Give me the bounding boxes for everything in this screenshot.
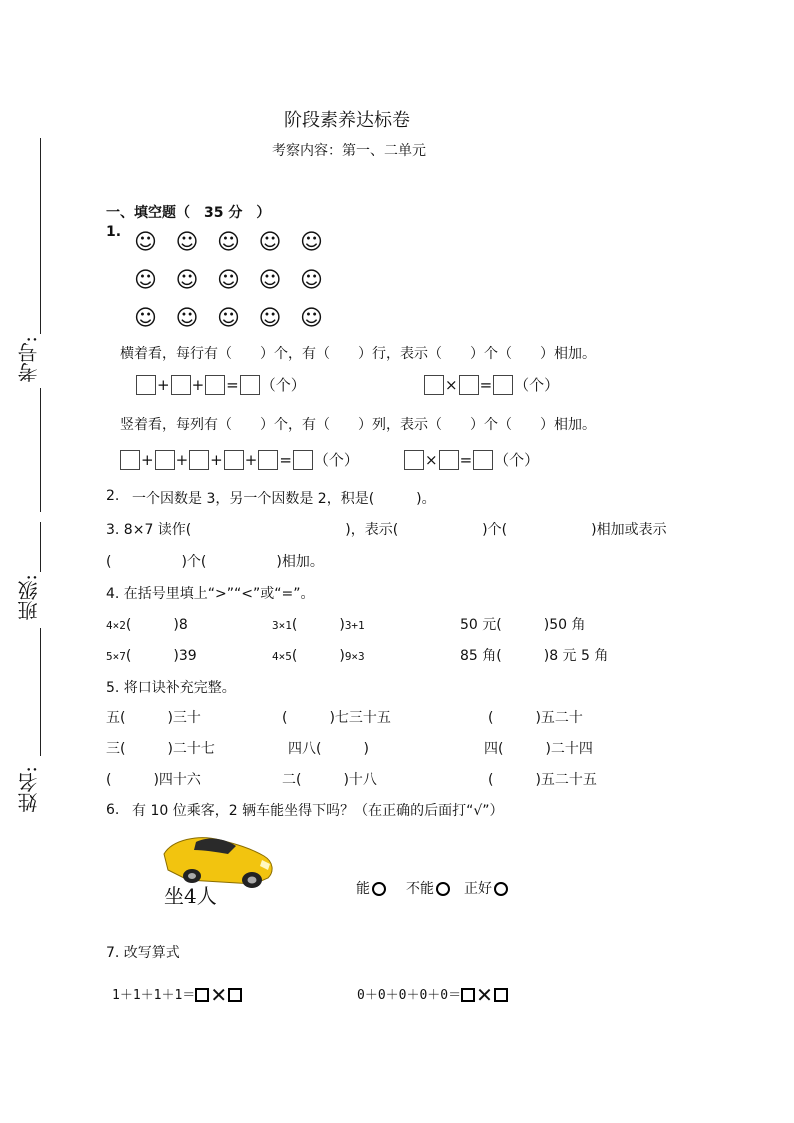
unit-label: （个） [260,376,306,394]
option-label: 能 [356,881,370,897]
q2-text: 一个因数是 3，另一个因数是 2，积是( )。 [132,491,436,507]
smiley-icon: ☺ [134,306,157,331]
q1-horizontal-text: 横着看，每行有（ ）个，有（ ）行，表示（ ）个（ ）相加。 [120,346,596,362]
q5-item: ( )五二十五 [488,772,597,788]
option-exactly[interactable] [464,878,508,898]
answer-box[interactable] [155,450,175,470]
q5-item: 二( )十八 [282,772,377,788]
option-label: 不能 [406,881,434,897]
q5-item: 四八( ) [288,741,369,757]
times-sign: ✕ [476,983,493,1007]
q3-line2: ( )个( )相加。 [106,554,324,570]
binding-line-2 [40,388,41,512]
plus-sign: + [210,450,223,469]
smiley-icon: ☺ [300,268,323,293]
answer-box[interactable] [404,450,424,470]
answer-circle[interactable] [494,882,508,896]
q1-horizontal-addition [136,374,307,395]
q1-vertical-addition [120,449,360,470]
answer-box[interactable] [120,450,140,470]
smiley-icon: ☺ [258,230,282,255]
q1-horizontal-multiplication [424,374,560,395]
times-sign: × [445,375,458,394]
times-sign: ✕ [210,983,228,1007]
expression-text: 0＋0＋0＋0＋0＝ [357,988,462,1003]
class-label: 班级: [17,574,41,621]
equals-sign: = [279,450,292,469]
answer-box[interactable] [240,375,260,395]
name-label: 姓名: [17,766,41,813]
equals-sign: = [226,375,239,394]
q5-item: ( )四十六 [106,772,201,788]
option-can[interactable] [356,878,386,898]
smiley-icon: ☺ [300,306,323,331]
smiley-icon: ☺ [217,268,240,293]
q4-item: 85 角( )8 元 5 角 [460,648,609,664]
q7-expr1 [112,983,242,1007]
equals-sign: = [459,450,473,469]
answer-box[interactable] [459,375,479,395]
plus-sign: + [175,450,189,469]
q7-heading: 7. 改写算式 [106,945,180,961]
binding-line-4 [40,628,41,756]
smiley-icon: ☺ [175,230,199,255]
answer-box[interactable] [493,375,513,395]
answer-box[interactable] [224,450,244,470]
q5-item: 四( )二十四 [484,741,593,757]
times-sign: × [425,450,438,469]
q2-number: 2. [106,488,120,504]
q5-item: 三( )二十七 [106,741,215,757]
answer-box[interactable] [473,450,493,470]
answer-box[interactable] [494,988,508,1002]
q6-text: 有 10 位乘客，2 辆车能坐得下吗？（在正确的后面打“√”） [132,803,504,819]
answer-box[interactable] [136,375,156,395]
plus-sign: + [191,375,205,394]
option-cannot[interactable] [406,878,450,898]
answer-circle[interactable] [372,882,386,896]
expression-text: 1＋1＋1＋1＝ [112,988,196,1003]
answer-box[interactable] [461,988,475,1002]
plus-sign: + [244,450,258,469]
q5-item: ( )五二十 [488,710,583,726]
q7-expr2 [357,983,508,1007]
plus-sign: + [141,450,154,469]
answer-box[interactable] [439,450,459,470]
q4-heading: 4. 在括号里填上“>”“<”或“=”。 [106,586,315,602]
q1-number: 1. [106,224,122,240]
q6-number: 6. [106,802,120,818]
answer-box[interactable] [424,375,444,395]
q5-item: 五( )三十 [106,710,201,726]
q3-line1: 3. 8×7 读作( )，表示( )个( )相加或表示 [106,522,667,538]
smiley-icon: ☺ [258,268,282,293]
binding-line-3 [40,522,41,572]
smiley-icon: ☺ [175,268,199,293]
car-caption: 坐4人 [164,884,217,908]
answer-circle[interactable] [436,882,450,896]
q4-item: 4×5( )9×3 [272,648,365,664]
smiley-icon: ☺ [217,230,240,255]
unit-label: （个） [313,451,359,469]
option-label: 正好 [464,881,492,897]
plus-sign: + [157,375,170,394]
q4-item: 3×1( )3+1 [272,617,365,633]
answer-box[interactable] [205,375,225,395]
page-title: 阶段素养达标卷 [284,110,410,131]
q5-item: ( )七三十五 [282,710,391,726]
binding-line-1 [40,138,41,334]
smiley-icon: ☺ [258,306,282,331]
answer-box[interactable] [258,450,278,470]
smiley-icon: ☺ [175,306,199,331]
answer-box[interactable] [171,375,191,395]
q4-item: 4×2( )8 [106,617,188,633]
answer-box[interactable] [293,450,313,470]
answer-box[interactable] [228,988,242,1002]
smiley-icon: ☺ [134,230,157,255]
equals-sign: = [479,375,493,394]
answer-box[interactable] [189,450,209,470]
q4-item: 5×7( )39 [106,648,197,664]
unit-label: （个） [514,376,560,394]
section-heading: 一、填空题（ 35 分 ） [106,205,271,221]
q1-vertical-multiplication [404,449,540,470]
page-subtitle: 考察内容：第一、二单元 [272,143,426,159]
unit-label: （个） [494,451,540,469]
smiley-icon: ☺ [134,268,157,293]
exam-number-label: 考号: [17,336,41,383]
q5-heading: 5. 将口诀补充完整。 [106,680,236,696]
answer-box[interactable] [195,988,209,1002]
smiley-icon: ☺ [217,306,240,331]
q4-item: 50 元( )50 角 [460,617,586,633]
smiley-icon: ☺ [300,230,323,255]
q1-vertical-text: 竖着看，每列有（ ）个，有（ ）列，表示（ ）个（ ）相加。 [120,417,596,433]
